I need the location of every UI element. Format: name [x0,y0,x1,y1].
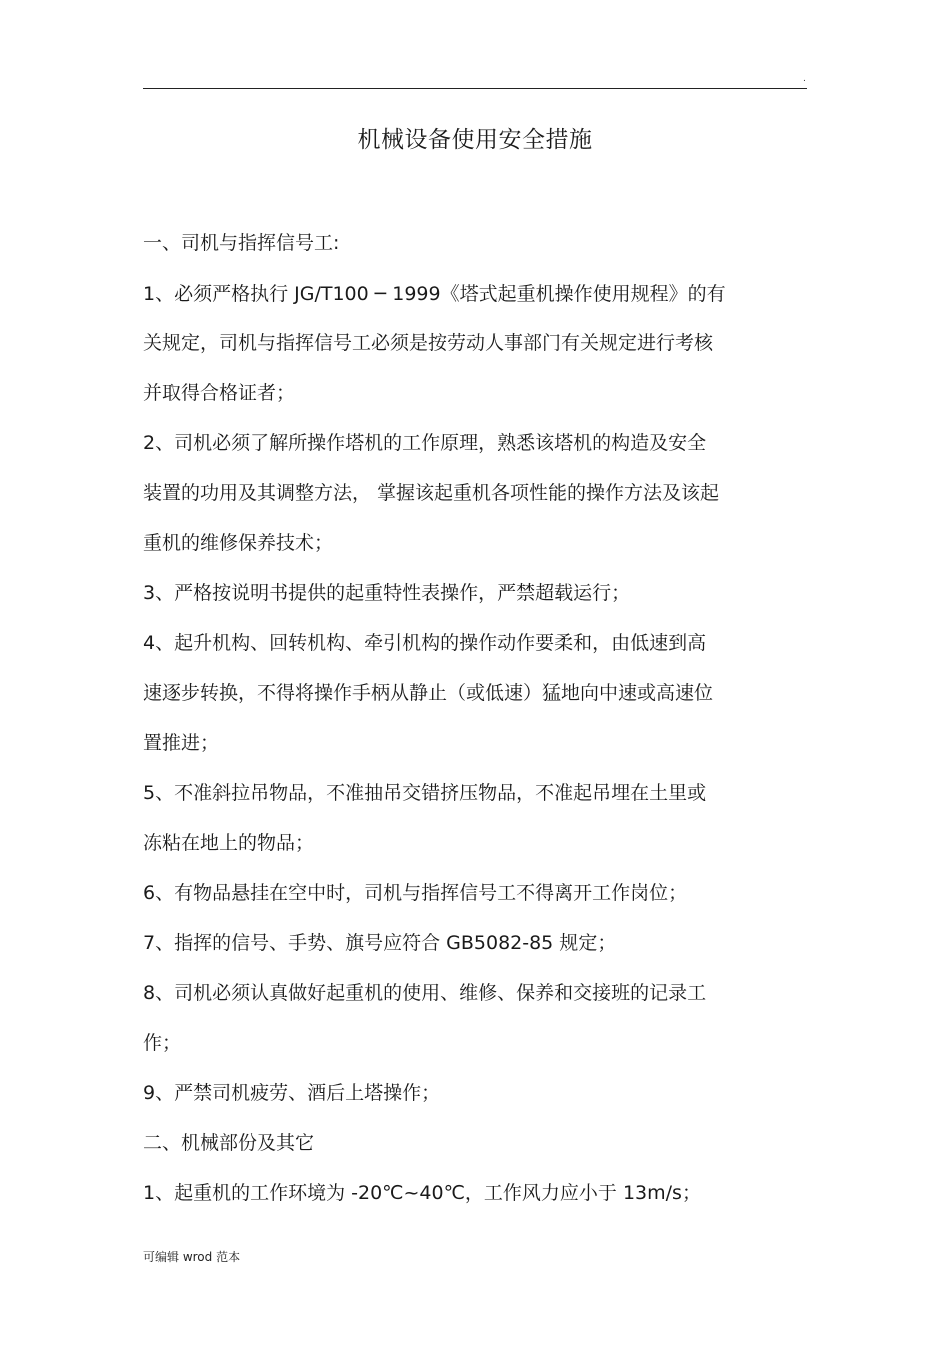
header-rule [143,88,807,89]
paragraph-line: 7、指挥的信号、手势、旗号应符合 GB5082-85 规定； [143,932,617,954]
paragraph-line: 5、不准斜拉吊物品，不准抽吊交错挤压物品，不准起吊埋在土里或 [143,782,707,804]
paragraph-line: 置推进； [143,732,220,754]
paragraph-line: 2、司机必须了解所操作塔机的工作原理，熟悉该塔机的构造及安全 [143,432,707,454]
document-title: 机械设备使用安全措施 [357,127,593,153]
paragraph-line: 9、严禁司机疲劳、酒后上塔操作； [143,1082,441,1104]
paragraph-line: 6、有物品悬挂在空中时，司机与指挥信号工不得离开工作岗位； [143,882,688,904]
section-heading: 二、机械部份及其它 [143,1132,315,1154]
paragraph-line: 1、起重机的工作环境为 -20℃~40℃，工作风力应小于 13m/s； [143,1182,701,1204]
header-mark: . [803,74,806,84]
paragraph-line: 速逐步转换，不得将操作手柄从静止（或低速）猛地向中速或高速位 [143,682,714,704]
paragraph-line: 关规定，司机与指挥信号工必须是按劳动人事部门有关规定进行考核 [143,332,714,354]
section-heading: 一、司机与指挥信号工: [143,232,340,254]
paragraph-line: 并取得合格证者； [143,382,296,404]
paragraph-line: 4、起升机构、回转机构、牵引机构的操作动作要柔和，由低速到高 [143,632,707,654]
paragraph-line: 装置的功用及其调整方法， 掌握该起重机各项性能的操作方法及该起 [143,482,720,504]
footer-note: 可编辑 wrod 范本 [143,1250,241,1264]
paragraph-line: 1、必须严格执行 JG/T100 ─ 1999《塔式起重机操作使用规程》的有 [143,283,726,305]
paragraph-line: 8、司机必须认真做好起重机的使用、维修、保养和交接班的记录工 [143,982,707,1004]
paragraph-line: 重机的维修保养技术； [143,532,334,554]
paragraph-line: 冻粘在地上的物品； [143,832,315,854]
paragraph-line: 作； [143,1032,182,1054]
paragraph-line: 3、严格按说明书提供的起重特性表操作，严禁超载运行； [143,582,631,604]
